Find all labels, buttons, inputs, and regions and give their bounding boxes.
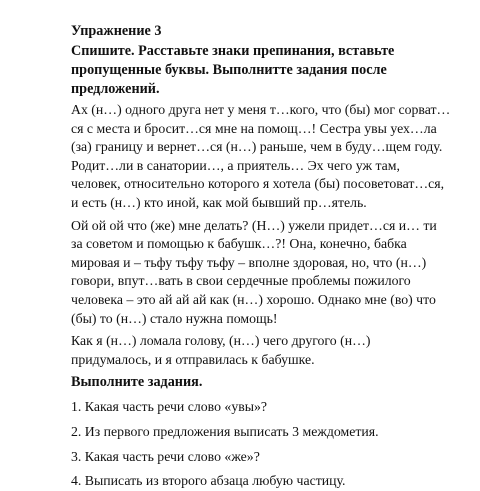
exercise-title: Упражнение 3 bbox=[71, 23, 162, 39]
exercise-instruction: Спишите. Расставьте знаки препинания, вставьте пропущенные буквы. Выполнитте задания после предложений. bbox=[71, 43, 395, 97]
task-item-3: 3. Какая часть речи слово «же»? bbox=[71, 448, 260, 464]
task-item-4: 4. Выписать из второго абзаца любую частицу. bbox=[71, 473, 346, 489]
paragraph-2: Ой ой ой что (же) мне делать? (Н…) ужели придет…ся и… ти за советом и помощью к бабушк…?! Она, конечно, бабка мировая и – тьфу тьфу тьфу – вполне здоровая, но, что (н…) говори, впут…вать в свои сердечные проблемы пожилого человека – это ай ай ай как (н…) хорошо. Однако мне (во) что (бы) то (н…) стало нужна помощь! bbox=[71, 217, 437, 326]
paragraph-3: Как я (н…) ломала голову, (н…) чего другого (н…) придумалось, и я отправилась к бабушке. bbox=[71, 333, 371, 367]
tasks-title: Выполните задания. bbox=[71, 374, 203, 391]
task-item-1: 1. Какая часть речи слово «увы»? bbox=[71, 399, 268, 415]
exercise-page bbox=[71, 22, 451, 491]
paragraph-1: Ах (н…) одного друга нет у меня т…кого, что (бы) мог сорват…ся с места и бросит…ся мне на помощ…! Сестра увы уех…ла (за) границу и вернет…ся (н…) раньше, чем в буду…щем году. Родит…ли в санатории…, а приятель… Эх чего уж там, человек, относительно которого я хотела (бы) посоветоват…ся, и есть (н…) кто иной, как мой бывший пр…ятель. bbox=[71, 102, 451, 210]
task-item-2: 2. Из первого предложения выписать 3 междометия. bbox=[71, 423, 379, 439]
